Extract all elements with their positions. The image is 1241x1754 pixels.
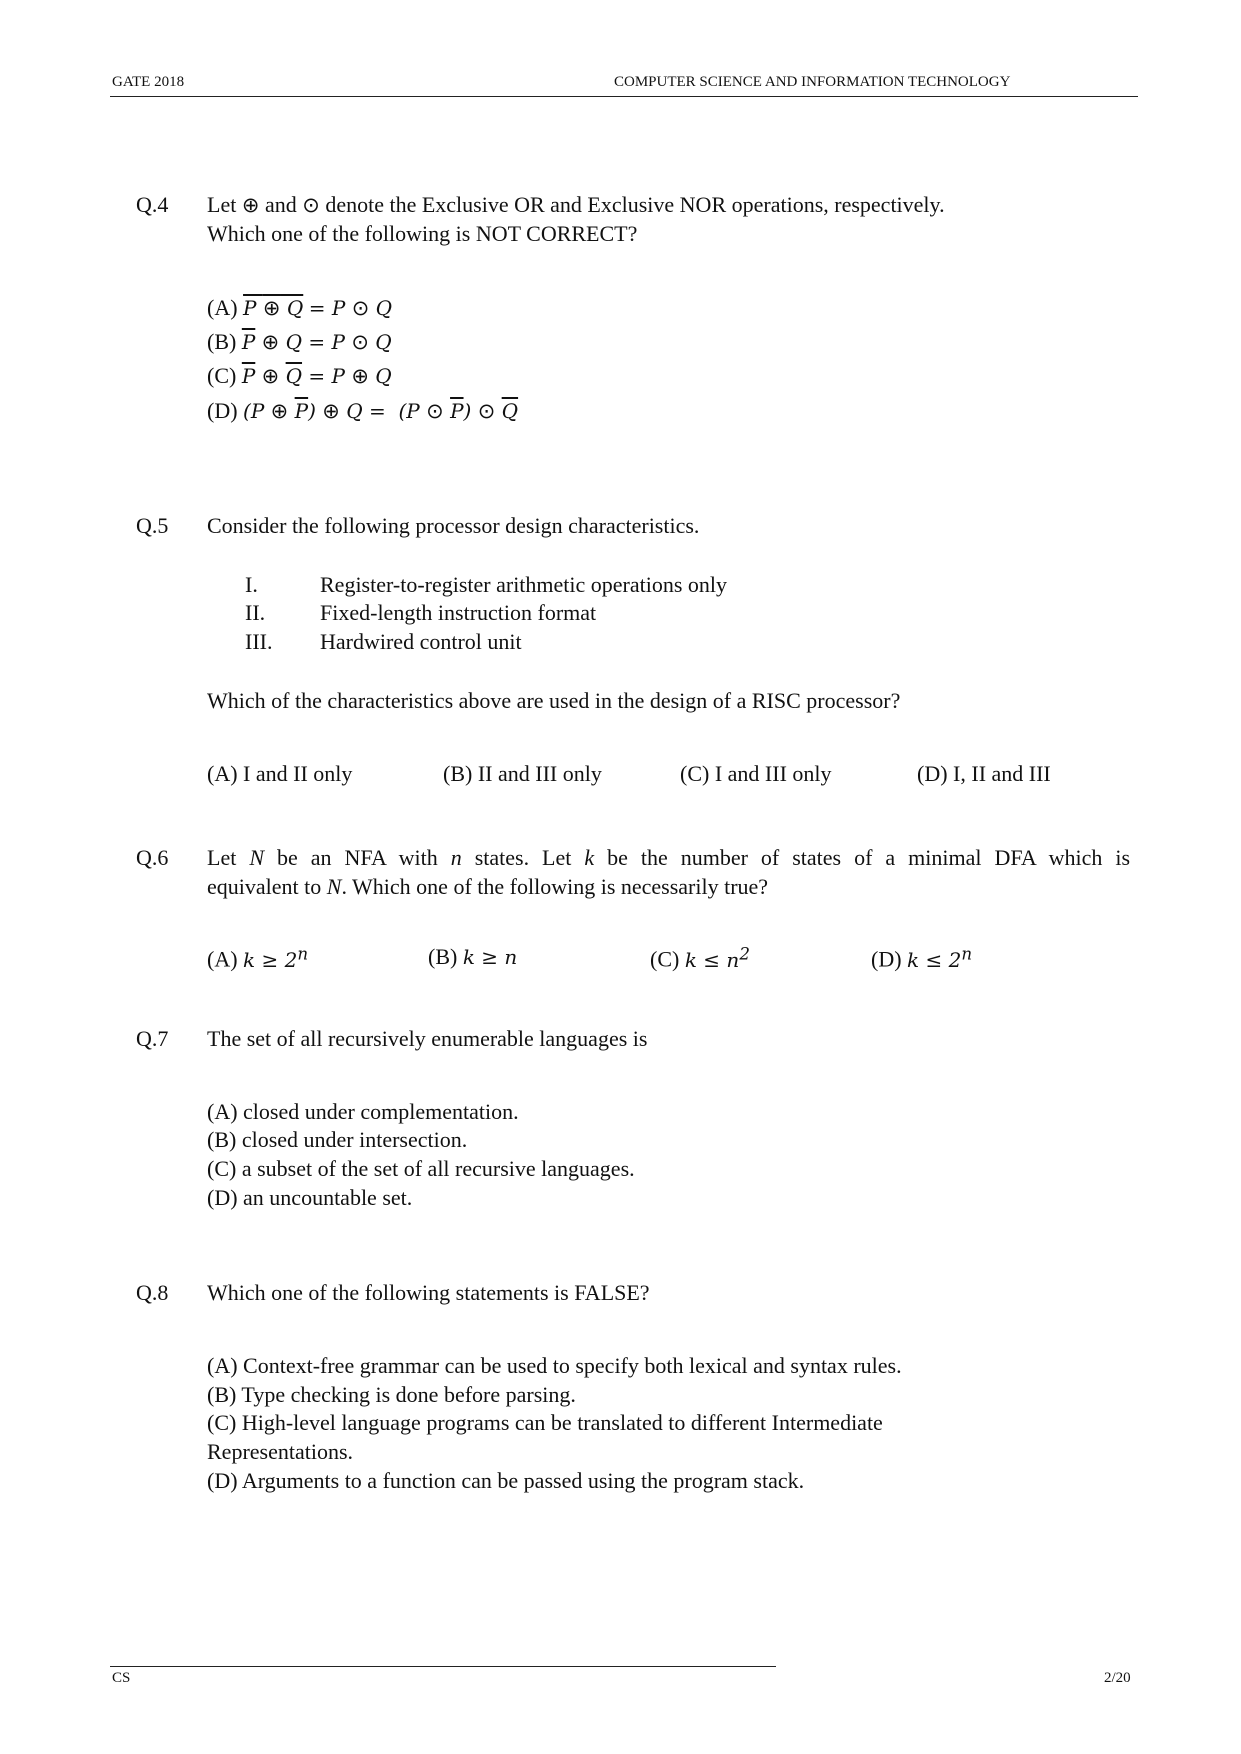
q6-text: be the number of states of a minimal DFA which is (607, 845, 1131, 870)
q7-number: Q.7 (136, 1026, 169, 1051)
q6-option-b-label: (B) (428, 944, 458, 969)
q4-stem-line2: Which one of the following is NOT CORRECT? (207, 221, 638, 246)
q5-option-d: (D) I, II and III (917, 761, 1051, 786)
q6-stem-line2 (207, 874, 768, 900)
page-number: 2/20 (1104, 1670, 1131, 1686)
q7-option-c: (C) a subset of the set of all recursive languages. (207, 1156, 635, 1181)
q6-var-n-upper: N (249, 845, 264, 870)
q6-var-n-upper: N (326, 874, 342, 899)
q5-stem: Consider the following processor design characteristics. (207, 513, 700, 538)
q5-item-1-text: Register-to-register arithmetic operations only (320, 572, 728, 597)
q4-option-a (207, 295, 392, 321)
q5-item-2-text: Fixed-length instruction format (320, 600, 597, 625)
header-rule (110, 96, 1138, 97)
q6-text: be an NFA with (276, 845, 438, 870)
footer-paper-code: CS (112, 1670, 131, 1686)
q8-option-c: (C) High-level language programs can be translated to different Intermediate (207, 1410, 883, 1435)
q6-option-d-expr: $k \le 2^n$ (907, 944, 973, 972)
xnor-symbol: ⊙ (302, 193, 320, 217)
q6-stem-line1 (207, 845, 1130, 871)
q6-option-c (650, 944, 750, 973)
q6-option-a-label: (A) (207, 946, 238, 972)
q7-option-d: (D) an uncountable set. (207, 1185, 413, 1210)
q8-number: Q.8 (136, 1280, 169, 1305)
q5-option-a: (A) I and II only (207, 761, 353, 786)
q6-option-c-label: (C) (650, 946, 680, 972)
q6-option-b (428, 944, 517, 970)
q4-stem-rest: denote the Exclusive OR and Exclusive NOR operations, respectively. (325, 192, 945, 217)
q6-text: equivalent to (207, 874, 322, 899)
q5-question: Which of the characteristics above are used in the design of a RISC processor? (207, 688, 901, 713)
q5-item-1-numeral: I. (245, 572, 258, 597)
q6-option-a (207, 944, 308, 973)
header-exam-name: GATE 2018 (112, 74, 185, 90)
q8-stem: Which one of the following statements is FALSE? (207, 1280, 650, 1305)
q5-item-3-text: Hardwired control unit (320, 629, 522, 654)
q4-option-d (207, 398, 518, 424)
q4-option-b-label: (B) (207, 329, 237, 354)
q8-option-c-cont: Representations. (207, 1439, 354, 1464)
q4-option-b (207, 329, 392, 355)
q4-stem-line1 (207, 192, 945, 218)
q4-stem-let: Let (207, 192, 237, 217)
q4-option-d-label: (D) (207, 398, 238, 423)
q6-var-n: n (450, 845, 462, 870)
q5-option-b: (B) II and III only (443, 761, 602, 786)
q6-option-d-label: (D) (871, 946, 902, 972)
q4-option-b-expr: $\overline{P}$ ⊕ Q = P ⊙ Q (241, 330, 392, 354)
q4-option-c-expr: $\overline{P}$ ⊕ $\overline{Q} = P$ ⊕ Q (241, 364, 392, 388)
q6-text: Let (207, 845, 237, 870)
q6-var-k: k (584, 845, 595, 870)
q4-stem-and: and (264, 192, 297, 217)
q6-number: Q.6 (136, 845, 169, 870)
q6-option-c-expr: $k \le n^2$ (684, 944, 750, 972)
q7-option-a: (A) closed under complementation. (207, 1099, 519, 1124)
header-subject: COMPUTER SCIENCE AND INFORMATION TECHNOLOGY (614, 74, 1011, 90)
q6-option-d (871, 944, 972, 973)
q5-item-3-numeral: III. (245, 629, 273, 654)
q4-number: Q.4 (136, 192, 169, 217)
q5-option-c: (C) I and III only (680, 761, 832, 786)
q4-option-a-rhs: = P ⊙ Q (308, 296, 393, 320)
q6-option-a-expr: $k \ge 2^n$ (243, 944, 309, 972)
q4-option-a-lhs: P ⊕ Q (243, 296, 304, 320)
q7-option-b: (B) closed under intersection. (207, 1127, 468, 1152)
q4-option-a-label: (A) (207, 295, 238, 320)
q5-number: Q.5 (136, 513, 169, 538)
q8-option-b: (B) Type checking is done before parsing. (207, 1382, 576, 1407)
footer-rule (110, 1666, 776, 1667)
q4-option-c-label: (C) (207, 363, 237, 388)
q6-text: . Which one of the following is necessarily true? (341, 874, 769, 899)
xor-symbol: ⊕ (241, 193, 260, 217)
q7-stem: The set of all recursively enumerable languages is (207, 1026, 648, 1051)
q6-option-b-expr: k ≥ n (462, 945, 518, 969)
q6-text: states. Let (474, 845, 572, 870)
q5-item-2-numeral: II. (245, 600, 266, 625)
q8-option-a: (A) Context-free grammar can be used to specify both lexical and syntax rules. (207, 1353, 902, 1378)
q8-option-d: (D) Arguments to a function can be passed using the program stack. (207, 1468, 805, 1493)
q4-option-d-expr: (P ⊕ $\overline{P}$) ⊕ Q = (P ⊙ $\overline{P}$) ⊙ $\overline{Q}$ (243, 399, 519, 423)
q4-option-c (207, 363, 392, 389)
